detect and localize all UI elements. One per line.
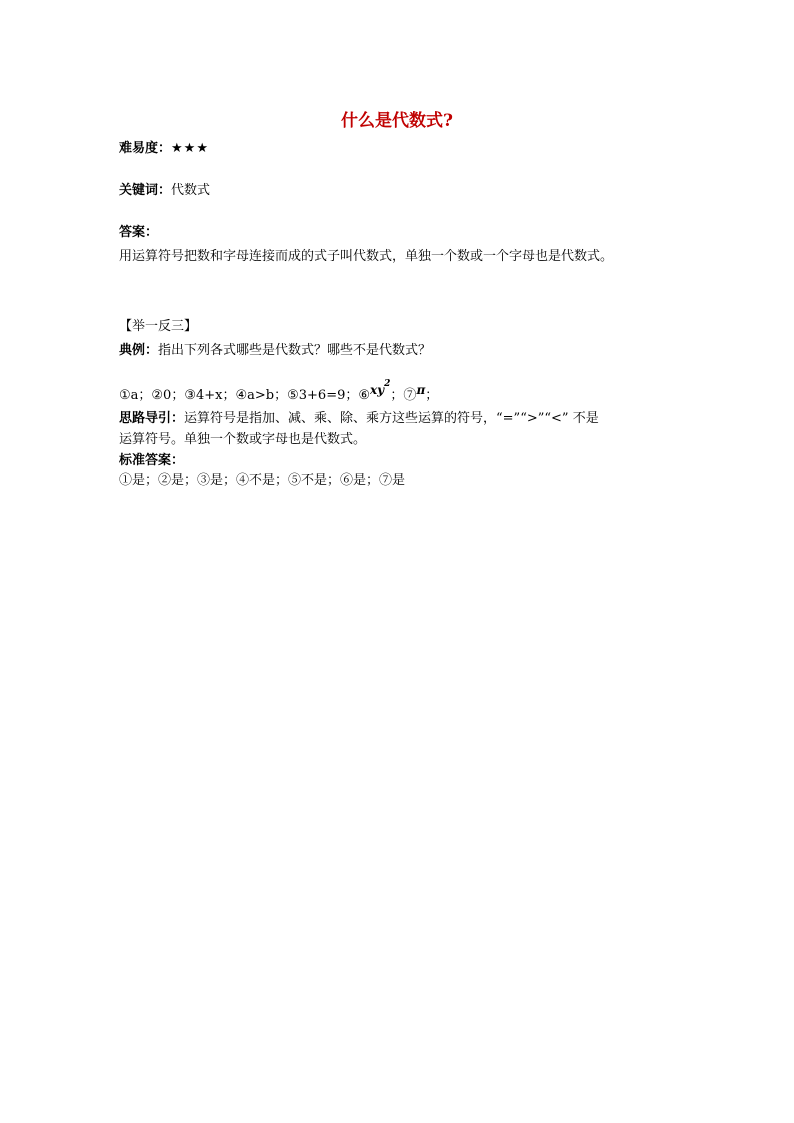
page-title: 什么是代数式? <box>341 111 453 131</box>
difficulty-line <box>119 140 209 158</box>
expression-xy-squared <box>370 379 391 397</box>
hint-line-2: 运算符号。单独一个数或字母也是代数式。 <box>119 432 367 447</box>
answer-label: 答案： <box>119 225 159 240</box>
hint-label: 思路导引： <box>119 411 185 426</box>
keywords-label: 关键词： <box>119 183 172 198</box>
answer-text: 用运算符号把数和字母连接而成的式子叫代数式，单独一个数或一个字母也是代数式。 <box>119 249 614 264</box>
difficulty-stars: ★★★ <box>171 141 209 156</box>
standard-answer-text: ①是；②是；③是；④不是；⑤不是；⑥是；⑦是 <box>119 473 406 488</box>
expression-pi: π <box>416 383 426 397</box>
example-line <box>119 342 431 360</box>
expression-list <box>119 379 439 405</box>
difficulty-label: 难易度： <box>119 141 172 156</box>
standard-answer-label: 标准答案： <box>119 453 185 468</box>
expression-between: ；⑦ <box>390 388 417 403</box>
expression-prefix: ①a；②0；③4+x；④a>b；⑤3+6=9；⑥ <box>119 388 371 403</box>
hint-text-1: 运算符号是指加、减、乘、除、乘方这些运算的符号，“=”“>”“<” 不是 <box>184 411 599 426</box>
example-question: 指出下列各式哪些是代数式？哪些不是代数式？ <box>158 343 432 358</box>
hint-block <box>119 408 679 450</box>
section-heading: 【举一反三】 <box>119 319 198 334</box>
xy-exponent: 2 <box>384 379 391 389</box>
keywords-line <box>119 182 210 200</box>
keywords-value: 代数式 <box>171 183 211 198</box>
example-label: 典例： <box>119 343 159 358</box>
hint-line-1 <box>119 408 679 429</box>
expression-suffix: ； <box>425 388 439 403</box>
xy-base: xy <box>370 383 385 397</box>
